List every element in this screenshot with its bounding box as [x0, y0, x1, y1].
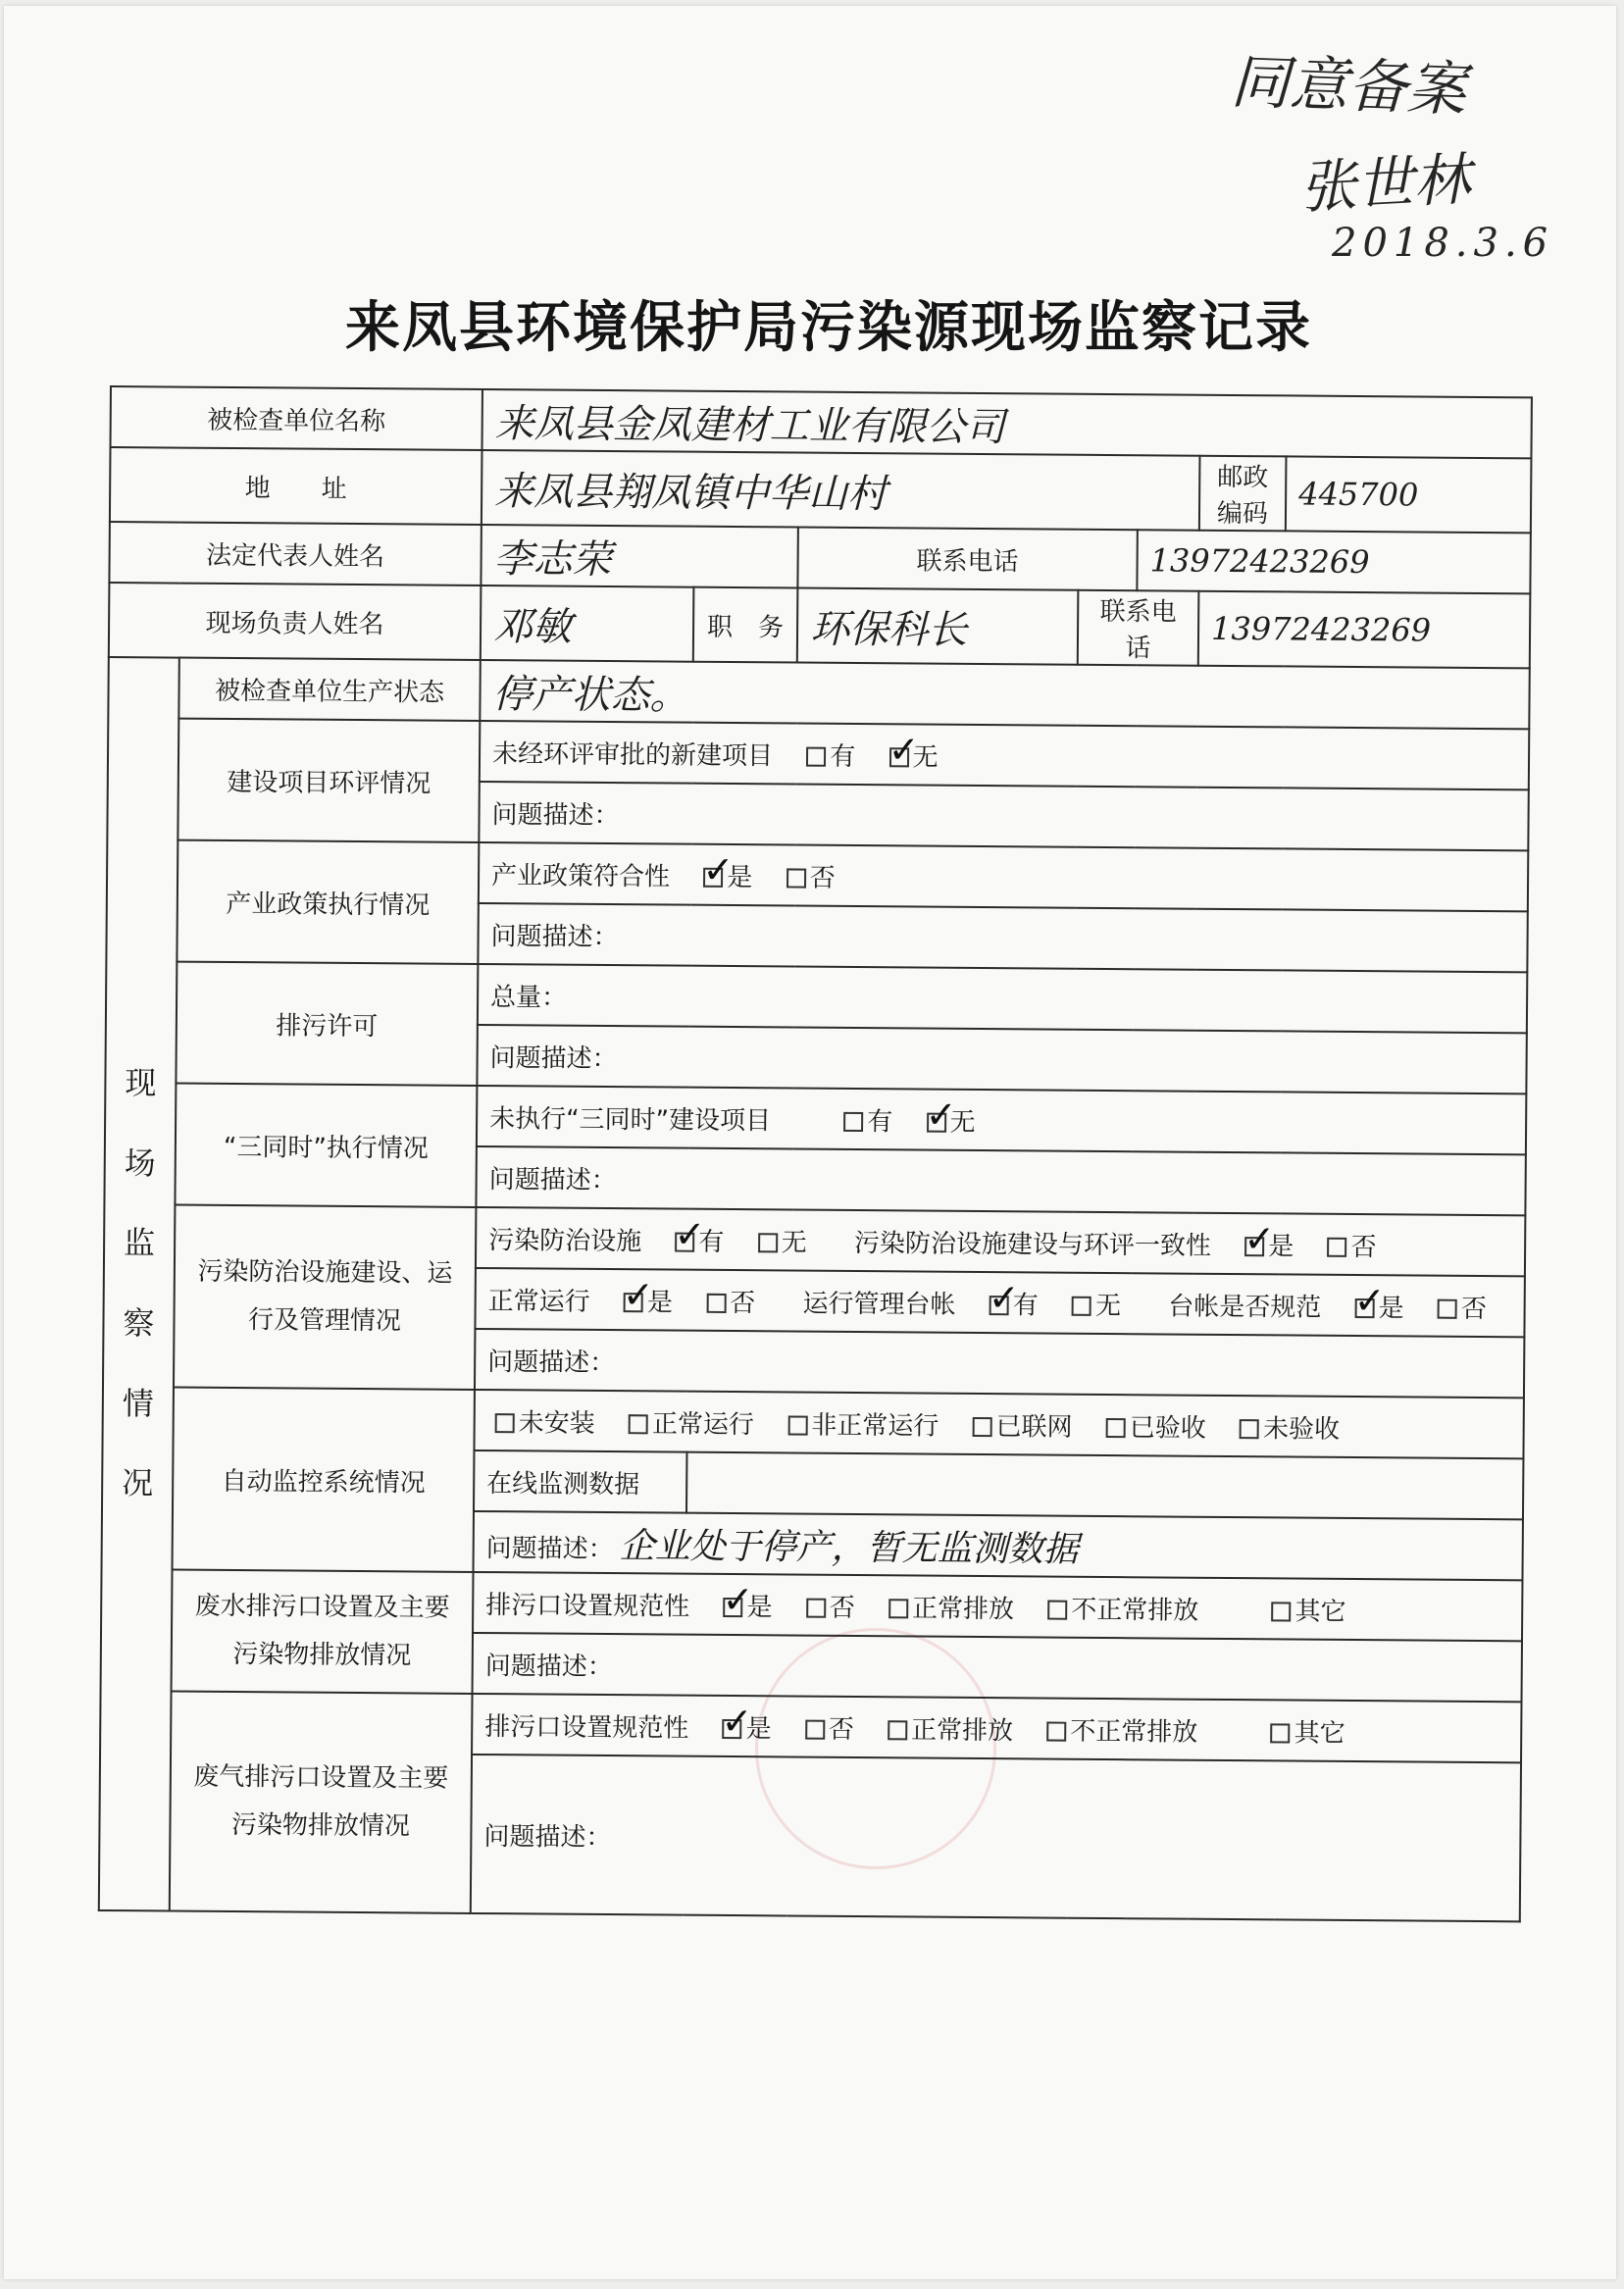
handwritten-approval-note: 同意备案 — [1229, 47, 1467, 126]
section-label-onsite — [99, 657, 179, 1911]
water-desc: 问题描述： — [473, 1633, 1522, 1702]
option-label: 有 — [867, 1106, 893, 1137]
label-position: 职 务 — [693, 587, 798, 663]
permit-desc: 问题描述： — [477, 1025, 1526, 1094]
value-unit-name: 来凤县金凤建材工业有限公司 — [482, 389, 1531, 458]
checkbox-networked[interactable] — [972, 1416, 991, 1436]
water-question: 排污口设置规范性 — [485, 1590, 690, 1622]
checkbox-accepted[interactable] — [1106, 1418, 1126, 1438]
option-label: 已验收 — [1129, 1412, 1206, 1444]
row-auto-options — [102, 1387, 1523, 1458]
option-label: 正常运行 — [651, 1408, 755, 1440]
facility-q5: 台帐是否规范 — [1168, 1292, 1322, 1323]
option-label: 不正常排放 — [1070, 1716, 1198, 1748]
option-label: 是 — [745, 1713, 772, 1744]
row-legal-rep — [109, 522, 1530, 593]
three-question-cell — [477, 1086, 1526, 1154]
auto-desc-label: 问题描述： — [485, 1533, 614, 1564]
facility-q2: 污染防治设施建设与环评一致性 — [853, 1228, 1212, 1261]
row-three — [105, 1083, 1526, 1154]
value-online-data — [686, 1452, 1523, 1520]
section-char: 监 — [123, 1224, 156, 1262]
checkbox-three-no[interactable] — [927, 1112, 946, 1132]
label-facility: 污染防治设施建设、运行及管理情况 — [174, 1205, 476, 1390]
value-legal-phone: 13972423269 — [1137, 530, 1530, 593]
option-label: 是 — [1378, 1293, 1404, 1323]
eia-desc: 问题描述： — [479, 782, 1528, 850]
row-production — [108, 657, 1529, 729]
checkbox-gas-standard-yes[interactable] — [722, 1718, 741, 1738]
option-label: 否 — [829, 1593, 855, 1623]
option-label: 其它 — [1294, 1718, 1345, 1749]
checkbox-eia-yes[interactable] — [806, 746, 826, 766]
checkbox-not-accepted[interactable] — [1240, 1419, 1259, 1439]
checkbox-water-normal[interactable] — [888, 1599, 908, 1618]
policy-desc: 问题描述： — [478, 903, 1527, 972]
label-postcode: 邮政编码 — [1199, 456, 1287, 532]
value-legal-rep: 李志荣 — [481, 525, 797, 588]
label-three-simultaneous: “三同时”执行情况 — [175, 1084, 477, 1207]
auto-desc-cell — [474, 1511, 1523, 1580]
row-water — [101, 1569, 1522, 1641]
row-policy — [107, 839, 1528, 911]
checkbox-gas-other[interactable] — [1271, 1723, 1291, 1743]
row-gas — [100, 1691, 1521, 1762]
option-label: 不正常排放 — [1071, 1595, 1199, 1626]
row-eia — [108, 718, 1529, 789]
policy-question: 产业政策符合性 — [490, 860, 671, 892]
auto-options-cell — [474, 1390, 1523, 1458]
checkbox-water-standard-yes[interactable] — [723, 1597, 742, 1616]
label-wastewater: 废水排污口设置及主要污染物排放情况 — [172, 1570, 474, 1694]
facility-q1: 污染防治设施 — [488, 1225, 642, 1256]
facility-desc: 问题描述： — [475, 1329, 1524, 1398]
value-manager-phone: 13972423269 — [1198, 591, 1531, 669]
checkbox-ledger-standard-no[interactable] — [1438, 1298, 1457, 1318]
row-site-manager — [109, 583, 1531, 668]
option-label: 否 — [1350, 1232, 1377, 1262]
checkbox-auto-abnormal[interactable] — [787, 1415, 807, 1435]
checkbox-not-installed[interactable] — [495, 1413, 515, 1433]
label-legal-rep: 法定代表人姓名 — [109, 522, 481, 585]
checkbox-water-abnormal[interactable] — [1047, 1600, 1067, 1619]
label-auto-monitoring: 自动监控系统情况 — [173, 1388, 475, 1572]
checkbox-normal-operation-no[interactable] — [706, 1293, 726, 1312]
option-label: 有 — [698, 1227, 725, 1257]
facility-q4: 运行管理台帐 — [802, 1289, 956, 1320]
section-char: 现 — [125, 1064, 157, 1102]
label-unit-name: 被检查单位名称 — [111, 386, 482, 450]
row-unit — [111, 386, 1532, 458]
label-production-status: 被检查单位生产状态 — [178, 658, 480, 721]
three-question: 未执行“三同时”建设项目 — [489, 1103, 772, 1136]
value-address: 来凤县翔凤镇中华山村 — [482, 450, 1200, 531]
checkbox-eia-no[interactable] — [889, 747, 909, 767]
auto-desc-value: 企业处于停产，暂无监测数据 — [619, 1525, 1079, 1570]
value-postcode: 445700 — [1286, 456, 1532, 533]
row-facility-1 — [104, 1204, 1525, 1276]
checkbox-ledger-standard-yes[interactable] — [1355, 1298, 1375, 1318]
option-label: 否 — [1460, 1294, 1488, 1324]
checkbox-facility-consistent-no[interactable] — [1327, 1237, 1346, 1256]
eia-question-cell — [480, 721, 1529, 789]
checkbox-three-yes[interactable] — [843, 1111, 863, 1131]
section-char: 况 — [122, 1464, 154, 1502]
option-label: 无 — [949, 1107, 976, 1138]
gas-question: 排污口设置规范性 — [484, 1711, 689, 1744]
value-position: 环保科长 — [797, 588, 1079, 665]
three-desc: 问题描述： — [476, 1146, 1525, 1215]
permit-total: 总量： — [478, 964, 1527, 1033]
option-label: 有 — [1012, 1290, 1039, 1320]
option-label: 无 — [912, 741, 939, 773]
section-char: 察 — [123, 1304, 155, 1343]
label-legal-phone: 联系电话 — [797, 528, 1137, 591]
option-label: 无 — [781, 1227, 807, 1258]
policy-question-cell — [479, 842, 1528, 911]
page-title: 来凤县环境保护局污染源现场监察记录 — [345, 296, 1312, 360]
checkbox-auto-normal[interactable] — [629, 1414, 648, 1434]
checkbox-ledger-no[interactable] — [1072, 1296, 1091, 1315]
option-label: 否 — [809, 863, 836, 893]
value-production-status: 停产状态。 — [480, 660, 1529, 729]
label-address: 地 址 — [110, 447, 482, 525]
checkbox-gas-normal[interactable] — [888, 1720, 907, 1740]
row-address — [110, 447, 1532, 533]
option-label: 未安装 — [518, 1407, 595, 1439]
label-eia: 建设项目环评情况 — [178, 719, 480, 842]
checkbox-normal-operation-yes[interactable] — [624, 1293, 643, 1312]
facility-line1 — [476, 1207, 1525, 1276]
water-question-cell — [473, 1572, 1522, 1641]
checkbox-ledger-yes[interactable] — [990, 1296, 1009, 1315]
option-label: 正常排放 — [911, 1593, 1015, 1624]
gas-desc: 问题描述： — [471, 1755, 1521, 1921]
checkbox-water-standard-no[interactable] — [806, 1598, 826, 1617]
option-label: 正常排放 — [910, 1714, 1014, 1746]
checkbox-policy-yes[interactable] — [703, 867, 723, 887]
value-site-manager: 邓敏 — [481, 585, 694, 662]
handwritten-date: 2018.3.6 — [1332, 221, 1554, 266]
inspection-form — [98, 385, 1533, 1922]
facility-line2 — [475, 1268, 1524, 1337]
option-label: 是 — [646, 1287, 674, 1318]
facility-q3: 正常运行 — [487, 1286, 590, 1317]
section-char: 情 — [122, 1384, 154, 1422]
option-label: 否 — [730, 1288, 756, 1318]
option-label: 已联网 — [995, 1411, 1073, 1443]
row-permit — [106, 961, 1527, 1033]
option-label: 未验收 — [1262, 1413, 1341, 1445]
label-exhaust: 废气排污口设置及主要污染物排放情况 — [170, 1692, 473, 1913]
checkbox-water-other[interactable] — [1272, 1602, 1292, 1621]
section-char: 场 — [124, 1144, 156, 1183]
label-permit: 排污许可 — [176, 962, 478, 1086]
option-label: 是 — [727, 862, 753, 892]
option-label: 否 — [828, 1714, 854, 1745]
gas-question-cell — [472, 1694, 1521, 1762]
option-label: 有 — [830, 741, 856, 772]
checkbox-policy-no[interactable] — [787, 868, 806, 888]
checkbox-gas-standard-no[interactable] — [805, 1719, 825, 1739]
label-online-data: 在线监测数据 — [474, 1450, 686, 1513]
option-label: 是 — [746, 1592, 773, 1622]
label-policy: 产业政策执行情况 — [177, 840, 479, 964]
checkbox-facility-exists-yes[interactable] — [675, 1232, 694, 1251]
checkbox-facility-consistent-yes[interactable] — [1244, 1237, 1264, 1256]
option-label: 是 — [1268, 1231, 1294, 1262]
label-manager-phone: 联系电话 — [1078, 590, 1199, 666]
checkbox-facility-exists-no[interactable] — [758, 1233, 778, 1252]
label-site-manager: 现场负责人姓名 — [109, 583, 482, 660]
checkbox-gas-abnormal[interactable] — [1046, 1721, 1066, 1741]
option-label: 无 — [1094, 1291, 1122, 1321]
option-label: 其它 — [1294, 1597, 1346, 1627]
handwritten-signature: 张世林 — [1297, 145, 1472, 222]
eia-question: 未经环评审批的新建项目 — [491, 738, 774, 771]
option-label: 非正常运行 — [811, 1410, 939, 1442]
